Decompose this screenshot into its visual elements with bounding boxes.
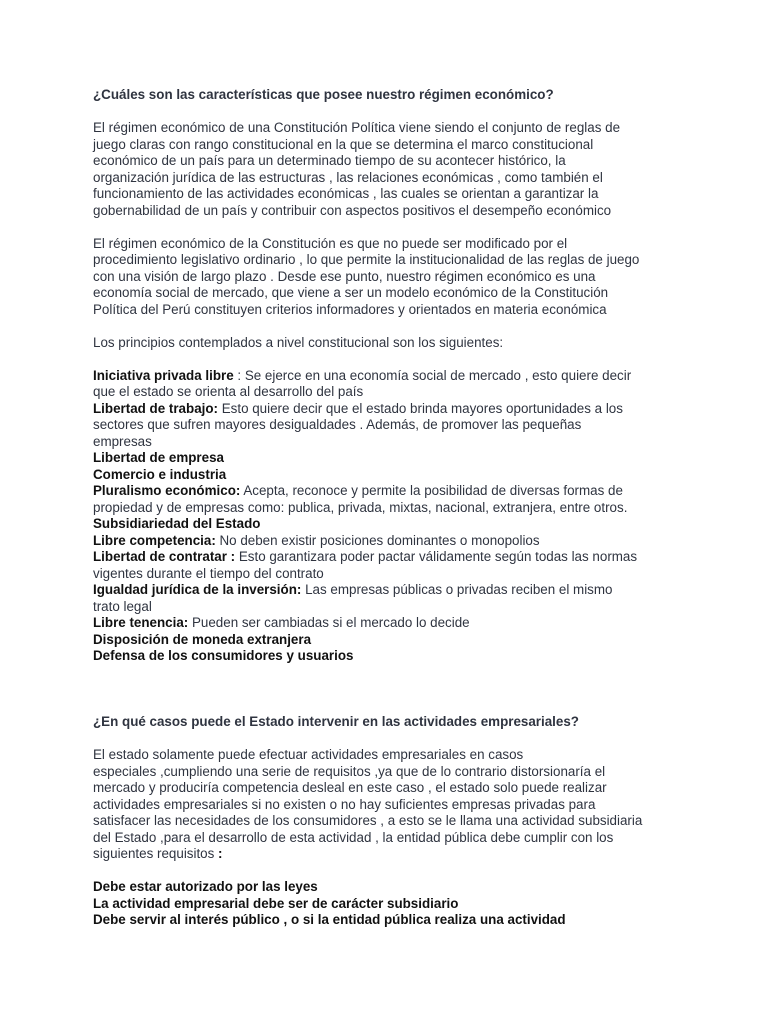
principle-text-cont: vigentes durante el tiempo del contrato bbox=[93, 565, 324, 581]
principle-label: Libertad de contratar : bbox=[93, 549, 236, 564]
principle-item bbox=[93, 368, 683, 385]
text-line: especiales ,cumpliendo una serie de requisitos ,ya que de lo contrario distorsionaría el bbox=[93, 763, 606, 779]
text-fragment: siguientes requisitos bbox=[93, 846, 219, 861]
principle-text: Acepta, reconoce y permite la posibilidad de diversas formas de bbox=[240, 483, 623, 498]
principle-label: Pluralismo económico: bbox=[93, 483, 241, 498]
principle-label: Libertad de trabajo: bbox=[93, 400, 218, 416]
principle-item bbox=[93, 582, 683, 599]
principle-text: : Se ejerce en una economía social de mercado , esto quiere decir bbox=[233, 367, 632, 383]
principle-text: Las empresas públicas o privadas reciben el mismo bbox=[301, 582, 613, 597]
principle-label: Iniciativa privada libre bbox=[93, 367, 234, 383]
text-line: juego claras con rango constitucional en la que se determina el marco constitucional bbox=[93, 136, 594, 152]
principle-item bbox=[93, 615, 683, 632]
text-line: El régimen económico de la Constitución es que no puede ser modificado por el bbox=[93, 235, 568, 251]
principle-label: Libre tenencia: bbox=[93, 615, 189, 630]
text-line: El régimen económico de una Constitución Política viene siendo el conjunto de reglas de bbox=[93, 120, 621, 135]
principle-text: Esto quiere decir que el estado brinda mayores oportunidades a los bbox=[218, 400, 623, 416]
principle-text-cont: sectores que sufren mayores desigualdades . Además, de promover las pequeñas bbox=[93, 417, 582, 432]
principle-item bbox=[93, 533, 683, 550]
text-line: procedimiento legislativo ordinario , lo que permite la institucionalidad de las reglas de juego bbox=[93, 252, 640, 267]
principle-label: Defensa de los consumidores y usuarios bbox=[93, 648, 354, 663]
principle-label: Disposición de moneda extranjera bbox=[93, 631, 312, 647]
requirement-item: La actividad empresarial debe ser de carácter subsidiario bbox=[93, 895, 459, 911]
document-body bbox=[93, 87, 683, 929]
principles-intro: Los principios contemplados a nivel constitucional son los siguientes: bbox=[93, 334, 504, 350]
text-line: del Estado ,para el desarrollo de esta actividad , la entidad pública debe cumplir con los bbox=[93, 829, 614, 845]
principle-text: Pueden ser cambiadas si el mercado lo decide bbox=[188, 615, 470, 630]
principle-label: Comercio e industria bbox=[93, 466, 227, 482]
principles-list bbox=[93, 368, 683, 665]
principle-item bbox=[93, 549, 683, 566]
principle-item bbox=[93, 483, 683, 500]
text-line: funcionamiento de las actividades económicas , las cuales se orientan a garantizar la bbox=[93, 186, 599, 201]
principle-text: Esto garantizara poder pactar válidamente según todas las normas bbox=[235, 549, 638, 564]
question-2-paragraph bbox=[93, 747, 683, 863]
principle-label: Libertad de empresa bbox=[93, 450, 224, 465]
text-line: Política del Perú constituyen criterios informadores y orientados en materia económica bbox=[93, 301, 607, 317]
text-line: actividades empresariales si no existen o no hay suficientes empresas privadas para bbox=[93, 796, 596, 812]
text-line: El estado solamente puede efectuar actividades empresariales en casos bbox=[93, 747, 524, 762]
colon: : bbox=[218, 846, 223, 861]
text-line: mercado y produciría competencia desleal en este caso , el estado solo puede realizar bbox=[93, 780, 607, 795]
question-1-title: ¿Cuáles son las características que posee nuestro régimen económico? bbox=[93, 87, 554, 102]
principle-text-cont: empresas bbox=[93, 433, 152, 449]
principle-item bbox=[93, 401, 683, 418]
text-line: satisfacer las necesidades de los consumidores , a esto se le llama una actividad subsidiaria bbox=[93, 813, 643, 828]
principle-text-cont: que el estado se orienta al desarrollo del país bbox=[93, 384, 364, 399]
principle-label: Subsidiariedad del Estado bbox=[93, 516, 261, 531]
question-1-paragraph-2 bbox=[93, 236, 683, 319]
text-line: gobernabilidad de un país y contribuir con aspectos positivos el desempeño económico bbox=[93, 202, 612, 218]
principle-text-cont: trato legal bbox=[93, 598, 152, 614]
text-line: economía social de mercado, que viene a ser un modelo económico de la Constitución bbox=[93, 285, 609, 300]
text-line: con una visión de largo plazo . Desde ese punto, nuestro régimen económico es una bbox=[93, 268, 596, 284]
question-2-title: ¿En qué casos puede el Estado intervenir en las actividades empresariales? bbox=[93, 714, 579, 729]
principle-text-cont: propiedad y de empresas como: publica, privada, mixtas, nacional, extranjera, entre otros. bbox=[93, 499, 628, 515]
principle-label: Libre competencia: bbox=[93, 532, 216, 548]
requirement-item: Debe estar autorizado por las leyes bbox=[93, 879, 318, 894]
principle-label: Igualdad jurídica de la inversión: bbox=[93, 582, 302, 597]
text-line bbox=[93, 846, 683, 863]
requirement-item: Debe servir al interés público , o si la entidad pública realiza una actividad bbox=[93, 912, 566, 927]
requirements-list bbox=[93, 879, 683, 929]
text-line: económico de un país para un determinado tiempo de su acontecer histórico, la bbox=[93, 153, 566, 168]
question-1-paragraph-1 bbox=[93, 120, 683, 219]
text-line: organización jurídica de las estructuras , las relaciones económicas , como también el bbox=[93, 169, 603, 185]
principle-text: No deben existir posiciones dominantes o monopolios bbox=[215, 532, 540, 548]
